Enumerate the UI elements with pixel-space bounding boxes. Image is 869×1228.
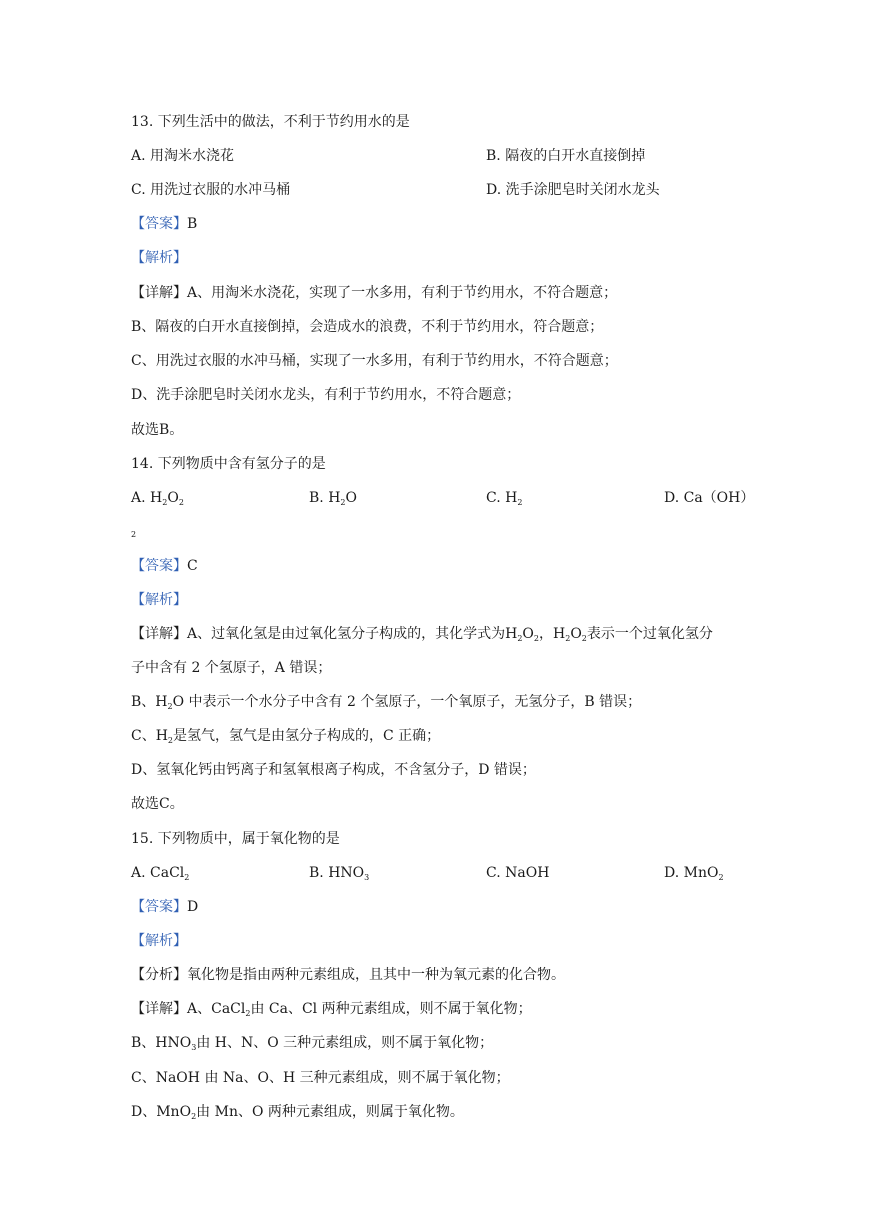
q15-detail-c: C、NaOH 由 Na、O、H 三种元素组成，则不属于氧化物； <box>131 1070 510 1086</box>
q13-detail-c: C、用洗过衣服的水冲马桶，实现了一水多用，有利于节约用水，不符合题意； <box>131 353 618 369</box>
q15-detail-b <box>131 1033 493 1053</box>
analysis-text: 氧化物是指由两种元素组成，且其中一种为氧元素的化合物。 <box>187 967 565 983</box>
q14-detail-c <box>131 726 440 746</box>
detail-text: A、过氧化氢是由过氧化氢分子构成的，其化学式为H <box>187 626 518 642</box>
formula-part: O <box>345 490 357 506</box>
detail-tag: 【详解】 <box>131 626 187 642</box>
q13-detail-b: B、隔夜的白开水直接倒掉，会造成水的浪费，不利于节约用水，符合题意； <box>131 319 604 335</box>
q13-analysis-tag: 【解析】 <box>131 250 187 266</box>
answer-value: B <box>187 216 198 232</box>
detail-text: C、H <box>131 728 168 744</box>
detail-text: 由 Ca、Cl 两种元素组成，则不属于氧化物； <box>250 1001 532 1017</box>
q15-option-d <box>664 863 724 883</box>
subscript: 2 <box>245 1009 251 1018</box>
subscript: 2 <box>565 634 571 643</box>
q14-conclusion: 故选C。 <box>131 796 184 812</box>
subscript: 2 <box>533 634 539 643</box>
q15-option-b <box>309 863 369 883</box>
subscript: 2 <box>581 634 587 643</box>
q14-option-d-subscript: 2 <box>131 530 137 539</box>
detail-tag: 【详解】 <box>131 285 187 301</box>
q15-analysis-tag: 【解析】 <box>131 933 187 949</box>
answer-tag: 【答案】 <box>131 899 187 915</box>
detail-text: B、H <box>131 694 168 710</box>
q14-analysis-tag: 【解析】 <box>131 592 187 608</box>
q15-option-a <box>131 863 189 883</box>
q14-option-d: D. Ca（OH） <box>664 490 755 506</box>
q14-option-a <box>131 488 184 508</box>
formula-part: A. H <box>131 490 163 506</box>
q13-conclusion: 故选B。 <box>131 422 184 438</box>
subscript: 2 <box>340 498 346 507</box>
formula-part: A. CaCl <box>131 865 185 881</box>
formula-part: B. H <box>309 490 341 506</box>
formula-part: O <box>167 490 179 506</box>
detail-text: A、用淘米水浇花，实现了一水多用，有利于节约用水，不符合题意； <box>187 285 618 301</box>
q14-option-b <box>309 488 357 508</box>
answer-value: D <box>187 899 199 915</box>
q13-answer <box>131 214 197 234</box>
subscript: 3 <box>364 873 370 882</box>
q13-detail-d: D、洗手涂肥皂时关闭水龙头，有利于节约用水，不符合题意； <box>131 387 521 403</box>
q14-detail-b <box>131 692 641 712</box>
detail-text: 由 Mn、O 两种元素组成，则属于氧化物。 <box>196 1104 464 1120</box>
q15-option-c: C. NaOH <box>486 865 550 881</box>
subscript: 2 <box>517 498 523 507</box>
formula-part: B. HNO <box>309 865 365 881</box>
answer-tag: 【答案】 <box>131 216 187 232</box>
q14-stem: 14. 下列物质中含有氢分子的是 <box>131 456 326 472</box>
detail-tag: 【详解】 <box>131 1001 187 1017</box>
analysis-focus-tag: 【分析】 <box>131 967 187 983</box>
q14-detail-d: D、氢氧化钙由钙离子和氢氧根离子构成，不含氢分子，D 错误； <box>131 762 536 778</box>
q13-option-c: C. 用洗过衣服的水冲马桶 <box>131 182 291 198</box>
detail-text: B、HNO <box>131 1035 192 1051</box>
q15-detail-d <box>131 1102 464 1122</box>
q14-answer <box>131 556 198 576</box>
detail-text: 由 H、N、O 三种元素组成，则不属于氧化物； <box>196 1035 494 1051</box>
subscript: 2 <box>517 634 523 643</box>
subscript: 2 <box>191 1112 197 1121</box>
q15-answer <box>131 897 198 917</box>
detail-text: D、MnO <box>131 1104 192 1120</box>
q14-detail-a-cont: 子中含有 2 个氢原子，A 错误； <box>131 660 332 676</box>
q13-option-a: A. 用淘米水浇花 <box>131 148 235 164</box>
subscript: 2 <box>718 873 724 882</box>
q14-option-c <box>486 488 522 508</box>
subscript: 2 <box>167 702 173 711</box>
detail-text: A、CaCl <box>187 1001 246 1017</box>
formula-part: D. MnO <box>664 865 719 881</box>
subscript: 2 <box>184 873 190 882</box>
q13-stem: 13. 下列生活中的做法，不利于节约用水的是 <box>131 114 410 130</box>
answer-value: C <box>187 558 198 574</box>
q13-option-d: D. 洗手涂肥皂时关闭水龙头 <box>486 182 660 198</box>
detail-text: 表示一个过氧化氢分 <box>586 626 713 642</box>
q13-detail-a <box>131 283 617 303</box>
subscript: 3 <box>191 1043 197 1052</box>
q15-analysis-focus <box>131 965 565 985</box>
subscript: 2 <box>167 736 174 745</box>
q15-detail-a <box>131 999 532 1019</box>
subscript: 2 <box>178 498 184 507</box>
detail-text: O <box>522 626 534 642</box>
subscript: 2 <box>162 498 168 507</box>
answer-tag: 【答案】 <box>131 558 187 574</box>
q13-option-b: B. 隔夜的白开水直接倒掉 <box>486 148 646 164</box>
detail-text: O 中表示一个水分子中含有 2 个氢原子，一个氧原子，无氢分子，B 错误； <box>172 694 642 710</box>
detail-text: 是氢气，氢气是由氢分子构成的，C 正确； <box>173 728 441 744</box>
detail-text: ，H <box>539 626 566 642</box>
detail-text: O <box>570 626 582 642</box>
q15-stem: 15. 下列物质中，属于氧化物的是 <box>131 831 340 847</box>
q14-detail-a <box>131 624 713 644</box>
formula-part: C. H <box>486 490 518 506</box>
